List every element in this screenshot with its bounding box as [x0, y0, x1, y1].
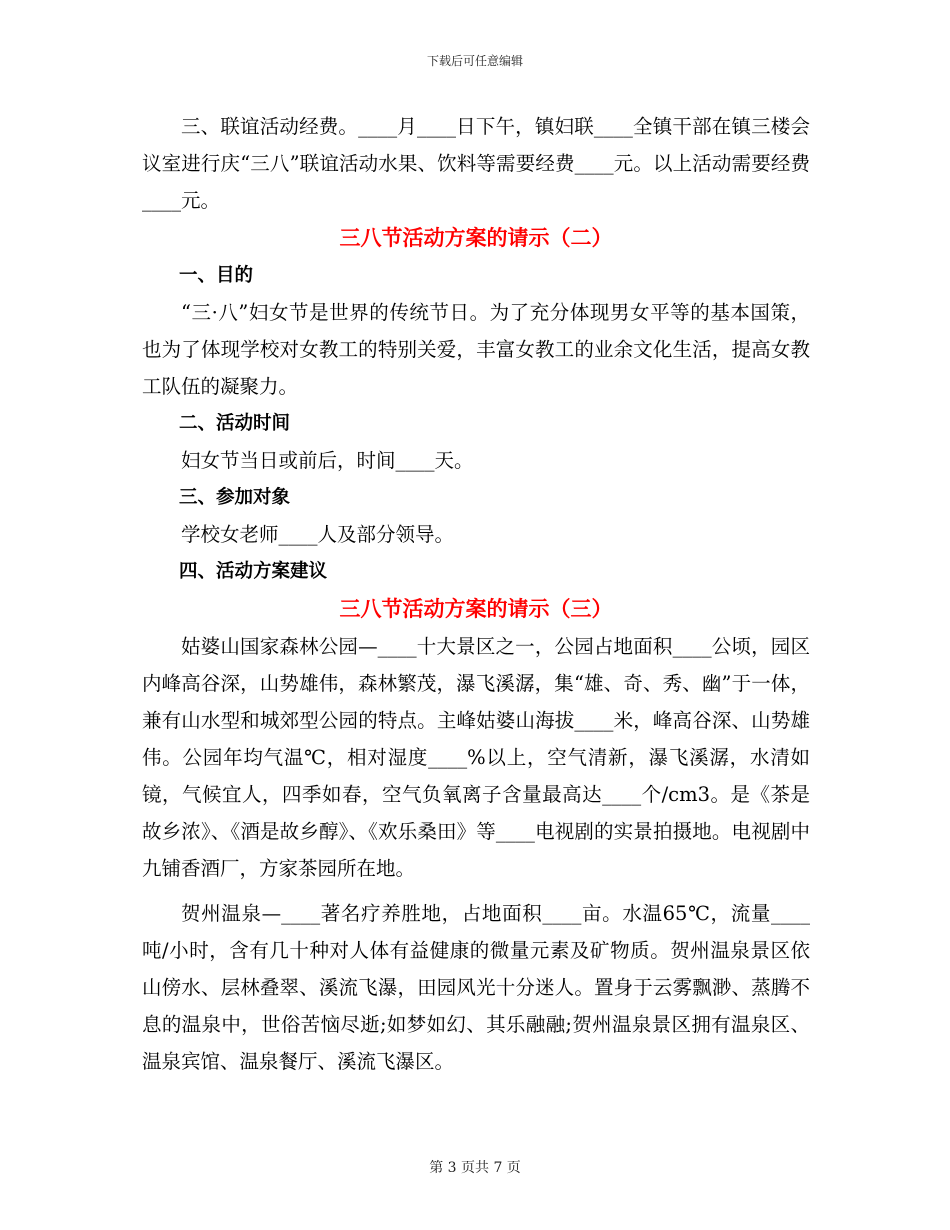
section-title-3: 三八节活动方案的请示（三） [339, 597, 613, 621]
paragraph-gap [142, 887, 810, 895]
page-footer: 第 3 页共 7 页 [429, 1160, 521, 1176]
paragraph-participants: 学校女老师____人及部分领导。 [181, 523, 455, 546]
section-title-2: 三八节活动方案的请示（二） [339, 226, 613, 250]
heading-activity-suggestions: 四、活动方案建议 [179, 561, 328, 582]
paragraph-hezhou-hot-spring: 贺州温泉—____著名疗养胜地，占地面积____亩。水温65℃，流量____吨/小时，含有几十种对人体有益健康的微量元素及矿物质。贺州温泉景区依山傍水、层林叠翠、溪流飞瀑，田园风光十分迷人。置身于云雾飘渺、蒸腾不息的温泉中，世俗苦恼尽逝;如梦如幻、其乐融融;贺州温泉景区拥有温泉区、温泉宾馆、温泉餐厅、溪流飞瀑区。 [142, 902, 810, 1073]
page-header: 下载后可任意编辑 [426, 54, 523, 68]
document-body [142, 108, 810, 1080]
heading-purpose: 一、目的 [179, 265, 254, 286]
intro-paragraph: 三、联谊活动经费。____月____日下午，镇妇联____全镇干部在镇三楼会议室进行庆“三八”联谊活动水果、饮料等需要经费____元。以上活动需要经费____元。 [142, 115, 810, 212]
paragraph-gupo-park: 姑婆山国家森林公园—____十大景区之一，公园占地面积____公顷，园区内峰高谷深，山势雄伟，森林繁茂，瀑飞溪潺，集“雄、奇、秀、幽”于一体，兼有山水型和城郊型公园的特点。主峰姑婆山海拔____米，峰高谷深、山势雄伟。公园年均气温℃，相对湿度____%以上，空气清新，瀑飞溪潺，水清如镜，气候宜人，四季如春，空气负氧离子含量最高达____个/cm3。是《茶是故乡浓》、《酒是故乡醇》、《欢乐桑田》等____电视剧的实景拍摄地。电视剧中九铺香酒厂，方家茶园所在地。 [142, 635, 810, 880]
paragraph-purpose: “三·八”妇女节是世界的传统节日。为了充分体现男女平等的基本国策，也为了体现学校对女教工的特别关爱，丰富女教工的业余文化生活，提高女教工队伍的凝聚力。 [142, 301, 810, 398]
heading-activity-time: 二、活动时间 [179, 413, 291, 434]
paragraph-activity-time: 妇女节当日或前后，时间____天。 [181, 449, 474, 472]
heading-participants: 三、参加对象 [179, 487, 291, 508]
